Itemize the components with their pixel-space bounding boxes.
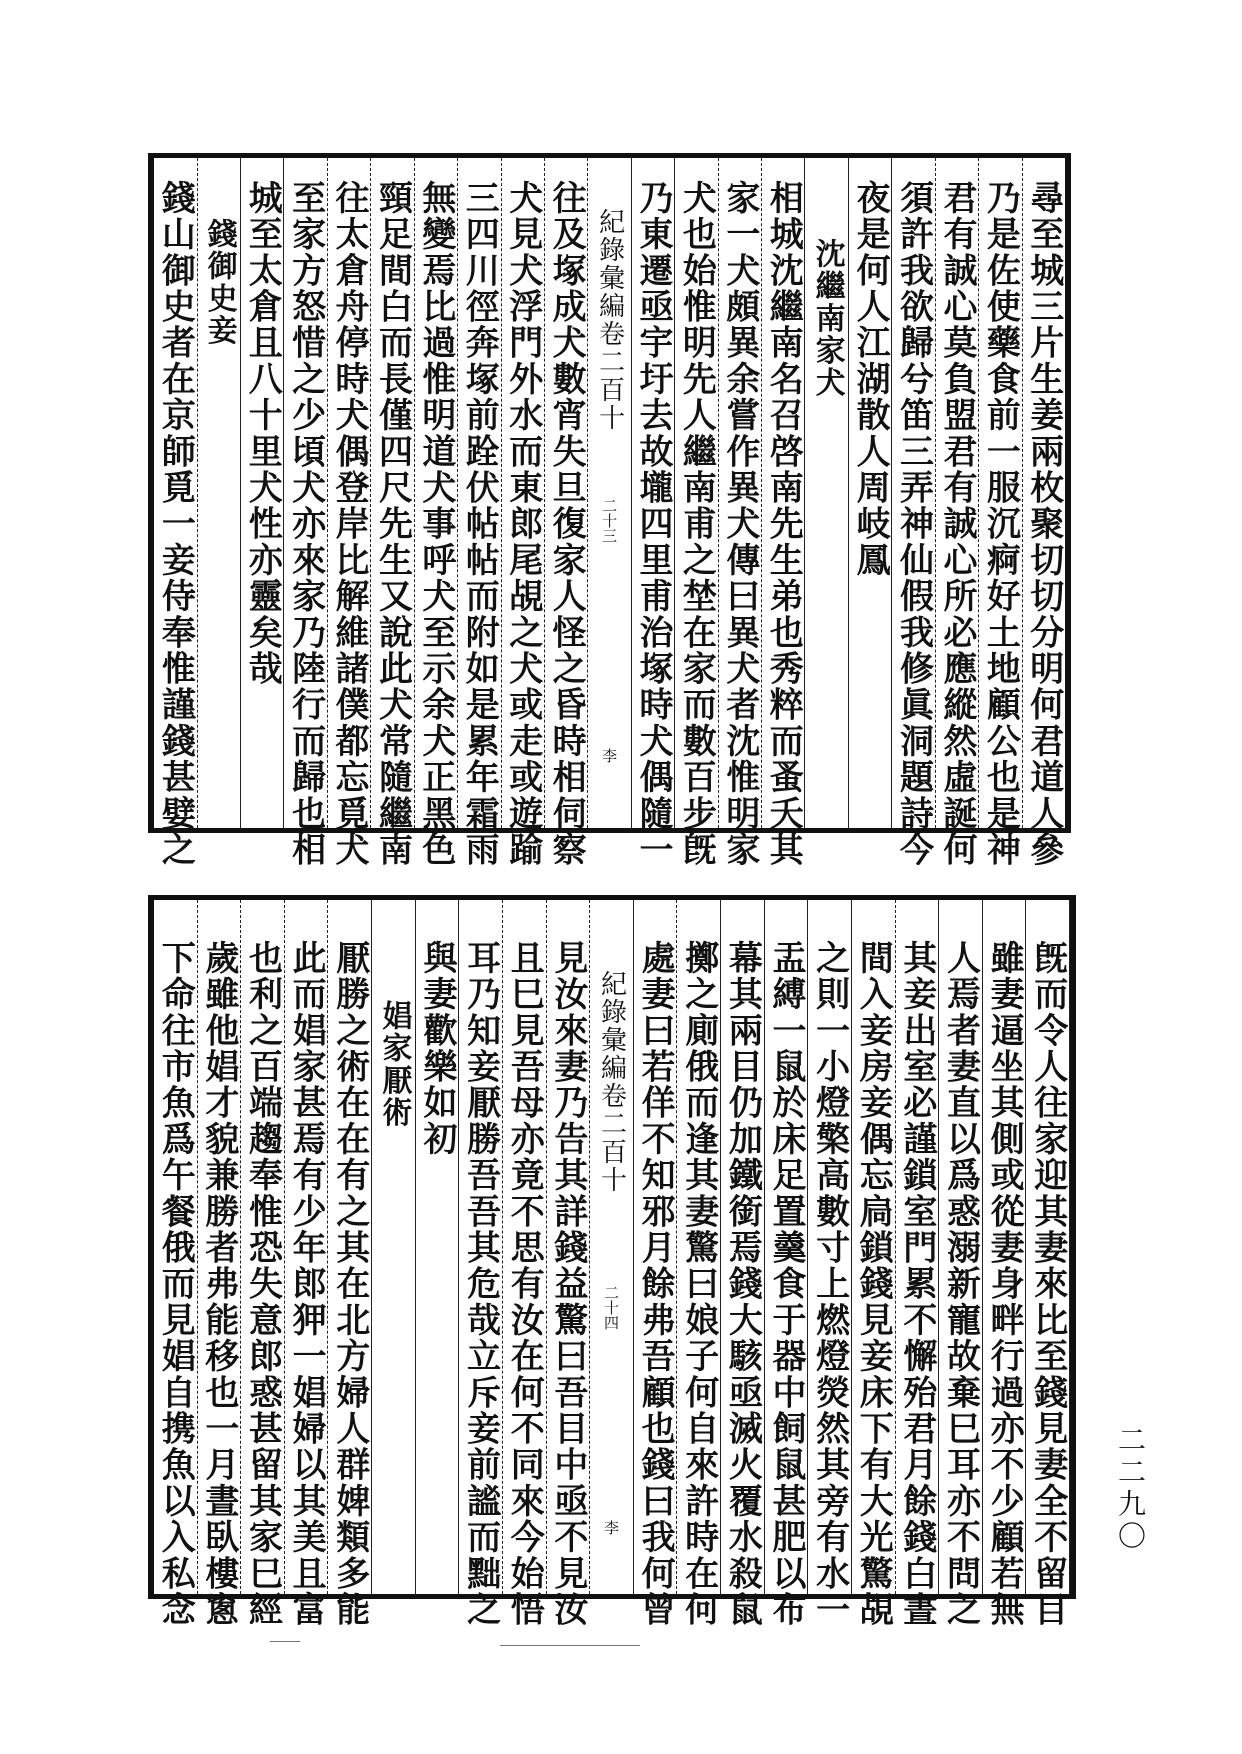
lower-columns (154, 900, 1070, 1628)
text-column (372, 900, 416, 1594)
column-text: 處妻曰若佯不知邪月餘弗吾顧也錢曰我何曾 (635, 940, 676, 1628)
section-title: 沈繼南家犬 (809, 238, 845, 399)
upper-columns (154, 158, 1065, 868)
text-column (328, 900, 372, 1628)
text-column (241, 158, 284, 828)
column-text: 犬見犬浮門外水而東郎尾覘之犬或走或遊踰 (502, 180, 543, 868)
column-text: 也利之百端趨奉惟恐失意郎惑甚留其家巳經 (242, 940, 283, 1628)
text-column (198, 158, 241, 828)
text-column (675, 158, 718, 868)
text-column (328, 158, 371, 868)
column-text: 夜是何人江湖散人周岐鳳 (850, 180, 891, 579)
text-column (241, 900, 285, 1628)
text-column (1026, 900, 1070, 1628)
column-text: 乃東遷亟宇圩去故壠四里甫治塚時犬偶隨一 (632, 180, 673, 868)
column-text: 其妾出室必謹鎖室門累不懈殆君月餘錢白晝 (896, 940, 937, 1628)
column-text: 城至太倉且八十里犬性亦靈矣哉 (242, 180, 283, 687)
printer-mark: 李 (601, 1520, 620, 1535)
column-text: 犬也始惟明先人繼南甫之埜在家而數百步旣 (676, 180, 717, 868)
book-title-margin: 紀錄彙編卷二百十 (594, 208, 625, 432)
section-title: 娼家厭術 (376, 1000, 412, 1129)
column-text: 此而娼家甚焉有少年郎狎一娼婦以其美且富 (286, 940, 327, 1628)
text-column (154, 900, 198, 1628)
text-column (939, 900, 983, 1628)
lower-text-panel (148, 895, 1076, 1628)
page-number: 二二九〇 (1114, 1425, 1147, 1553)
column-text: 頸足間白而長僅四尺先生又說此犬常隨繼南 (372, 180, 413, 868)
text-column (765, 900, 809, 1628)
folio-number: 二十三 (600, 498, 619, 543)
column-text: 盂縛一鼠於床足置羹食于器中飼鼠甚肥以布 (765, 940, 806, 1628)
column-text: 無變焉比過惟明道犬事呼犬至示余犬正黑色 (415, 180, 456, 868)
text-column (154, 158, 197, 868)
text-column (852, 900, 896, 1628)
column-text: 間入妾房妾偶忘扃鎖錢見妾床下有大光驚覘 (853, 940, 894, 1628)
column-text: 三四川徑奔塚前跧伏帖帖而附如是累年霜雨 (459, 180, 500, 868)
column-text: 見汝來妻乃告其詳錢益驚曰吾目中亟不見汝 (547, 940, 588, 1628)
section-title: 錢御史妾 (201, 218, 237, 347)
text-column (632, 158, 675, 868)
column-text: 旣而令人往家迎其妻來比至錢見妻全不留目 (1027, 940, 1068, 1628)
text-column (285, 900, 329, 1628)
text-column (416, 900, 460, 1594)
text-column (721, 900, 765, 1628)
text-column (459, 900, 503, 1628)
column-text: 幕其兩目仍加鐵銜焉錢大駭亟滅火覆水殺鼠 (722, 940, 763, 1628)
text-column (808, 900, 852, 1628)
text-column (979, 158, 1022, 868)
text-column (762, 158, 805, 868)
printer-mark: 李 (600, 748, 619, 763)
column-text: 乃是佐使藥食前一服沉痾好土地顧公也是神 (980, 180, 1021, 868)
folio-number: 二十四 (601, 1285, 620, 1330)
scan-speck (270, 1641, 300, 1642)
column-text: 往太倉舟停時犬偶登岸比解維諸僕都忘覓犬 (329, 180, 370, 868)
text-column (634, 900, 678, 1628)
column-text: 君有誠心莫負盟君有誠心所必應縱然虛誕何 (936, 180, 977, 868)
column-text: 與妻歡樂如初 (416, 940, 457, 1158)
column-text: 下命往市魚爲午餐俄而見娼自携魚以入私念 (155, 940, 196, 1628)
column-text: 之則一小燈檠高數寸上燃燈熒然其旁有水一 (809, 940, 850, 1628)
text-column (503, 900, 547, 1628)
text-column (547, 900, 591, 1628)
text-column (896, 900, 940, 1628)
text-column (849, 158, 892, 828)
column-text: 耳乃知妾厭勝吾吾其危哉立斥妾前謐而黜之 (460, 940, 501, 1628)
text-column (371, 158, 414, 868)
scan-speck (500, 1645, 640, 1646)
text-column (983, 900, 1027, 1628)
column-text: 至家方怒惜之少頃犬亦來家乃陸行而歸也相 (285, 180, 326, 868)
text-column (805, 158, 848, 828)
column-text: 往及塚成犬數宵失旦復家人怪之昏時相伺察 (546, 180, 587, 868)
column-text: 須許我欲歸兮笛三弄神仙假我修眞洞題詩今 (893, 180, 934, 868)
column-text: 擲之廁俄而逢其妻驚曰娘子何自來許時在何 (678, 940, 719, 1628)
text-column (936, 158, 979, 868)
column-text: 尋至城三片生姜兩枚聚切切分明何君道人參 (1023, 180, 1064, 868)
column-text: 厭勝之術在在有之其在北方婦人群婢類多能 (329, 940, 370, 1628)
text-column (502, 158, 545, 868)
margin-column (590, 900, 634, 1594)
text-column (284, 158, 327, 868)
text-column (1023, 158, 1065, 868)
book-title-margin: 紀錄彙編卷二百十 (596, 970, 627, 1194)
text-column (545, 158, 588, 868)
text-column (458, 158, 501, 868)
upper-text-panel (148, 153, 1071, 868)
column-text: 歲雖他娼才貌兼勝者弗能移也一月晝臥樓窻 (198, 940, 239, 1628)
column-text: 相城沈繼南名召啓南先生弟也秀粹而蚤夭其 (763, 180, 804, 868)
column-text: 人焉者妻直以爲惑溺新寵故棄巳耳亦不問之 (940, 940, 981, 1628)
column-text: 雖妻逼坐其側或從妻身畔行過亦不少顧若無 (984, 940, 1025, 1628)
text-column (198, 900, 242, 1628)
text-column (892, 158, 935, 868)
column-text: 且巳見吾母亦竟不思有汝在何不同來今始悟 (504, 940, 545, 1628)
column-text: 家一犬頗異余嘗作異犬傳曰異犬者沈惟明家 (719, 180, 760, 868)
margin-column (588, 158, 631, 828)
text-column (415, 158, 458, 868)
column-text: 錢山御史者在京師覓一妾侍奉惟謹錢甚嬖之 (155, 180, 196, 868)
text-column (719, 158, 762, 868)
text-column (677, 900, 721, 1628)
